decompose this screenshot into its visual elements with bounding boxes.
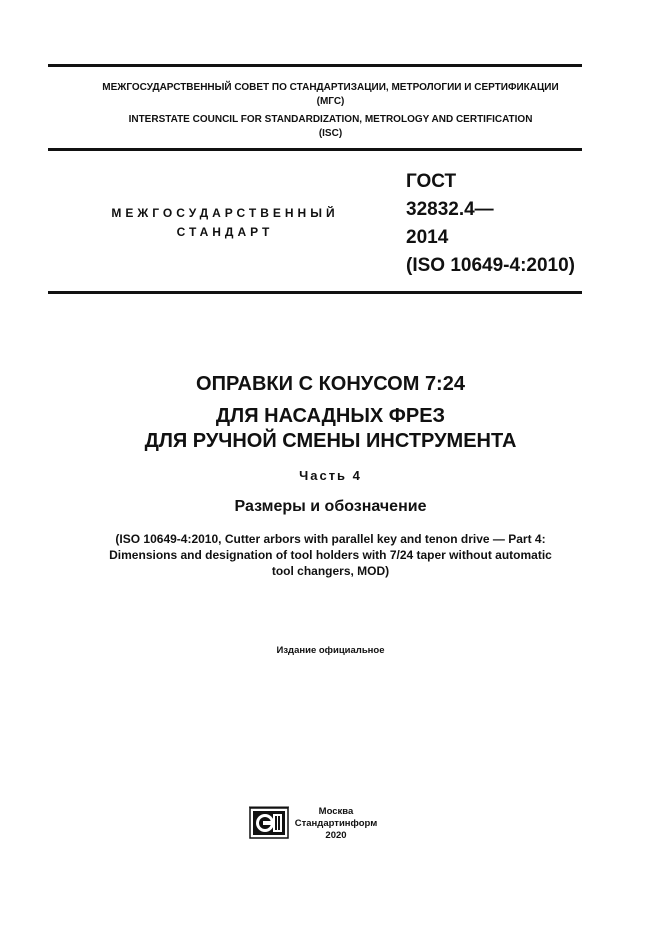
iso-title-line2: Dimensions and designation of tool holders with 7/24 taper without automatic: [109, 548, 552, 562]
iso-title-line3: tool changers, MOD): [271, 564, 390, 578]
part-number: Часть 4: [299, 468, 362, 483]
standartinform-logo-icon: [249, 805, 289, 839]
header-rule: [48, 148, 582, 151]
edition-label: Издание официальное: [276, 645, 385, 656]
publisher-year: 2020: [325, 830, 347, 841]
standard-type-line2: СТАНДАРТ: [176, 225, 274, 239]
council-en: INTERSTATE COUNCIL FOR STANDARDIZATION, METROLOGY AND CERTIFICATION: [128, 114, 533, 125]
standard-type-line1: МЕЖГОСУДАРСТВЕННЫЙ: [111, 206, 339, 220]
gost-year: 2014: [406, 227, 449, 248]
top-rule: [48, 64, 582, 67]
gost-label: ГОСТ: [406, 171, 457, 192]
gost-number: 32832.4—: [406, 199, 494, 220]
title-line1: ОПРАВКИ С КОНУСОМ 7:24: [196, 373, 465, 395]
standard-rule: [48, 291, 582, 294]
publisher-city: Москва: [318, 806, 354, 817]
council-ru: МЕЖГОСУДАРСТВЕННЫЙ СОВЕТ ПО СТАНДАРТИЗАЦИИ, МЕТРОЛОГИИ И СЕРТИФИКАЦИИ: [102, 82, 559, 93]
iso-title-line1: (ISO 10649-4:2010, Cutter arbors with parallel key and tenon drive — Part 4:: [115, 532, 546, 546]
title-line2: ДЛЯ НАСАДНЫХ ФРЕЗ: [215, 405, 446, 427]
title-line3: ДЛЯ РУЧНОЙ СМЕНЫ ИНСТРУМЕНТА: [144, 430, 517, 452]
council-en-abbr: (ISC): [318, 128, 343, 139]
council-ru-abbr: (МГС): [316, 96, 345, 107]
gost-iso-ref: (ISO 10649-4:2010): [406, 255, 575, 276]
publisher-name: Стандартинформ: [294, 818, 378, 829]
subtitle: Размеры и обозначение: [234, 498, 427, 515]
